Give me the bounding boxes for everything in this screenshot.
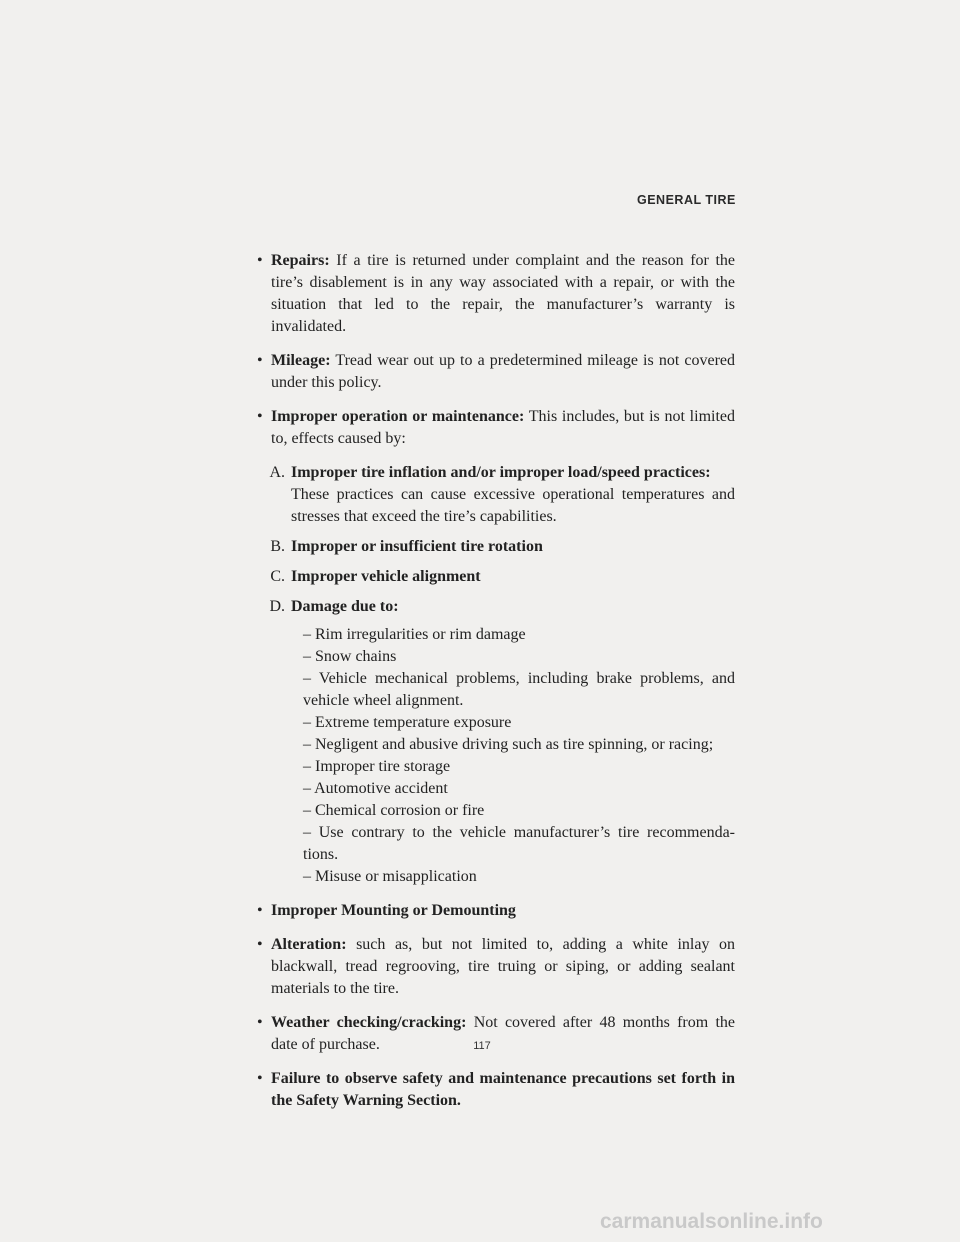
sub-item-letter: C. xyxy=(270,568,285,585)
bullet-label: Alteration: xyxy=(271,936,347,953)
bullet-label: Weather checking/cracking: xyxy=(271,1014,467,1031)
section-header: GENERAL TIRE xyxy=(637,193,736,207)
sub-item-label: Damage due to: xyxy=(291,598,399,615)
list-item: – Negligent and abusive driving such as tire spinning, or racing; xyxy=(303,736,714,753)
list-item: – Automotive accident xyxy=(303,780,448,797)
bullet-item xyxy=(257,350,735,394)
bullet-text: Not covered after 48 months from the date of purchase. xyxy=(271,1014,736,1053)
bullet-item xyxy=(257,934,735,1000)
list-item: – Improper tire storage xyxy=(303,758,451,775)
sub-item xyxy=(259,462,735,528)
page-number: 117 xyxy=(473,1040,491,1052)
sub-item xyxy=(259,566,735,588)
bullet-item xyxy=(257,1068,735,1112)
list-item: – Vehicle mechanical problems, including brake problems, and vehicle wheel alignment. xyxy=(303,670,735,709)
bullet-label: Improper operation or maintenance: xyxy=(271,408,525,425)
list-item: – Use contrary to the vehicle manufacturer’s tire recommenda- tions. xyxy=(303,824,735,863)
bullet-icon: • xyxy=(257,252,263,269)
bullet-icon: • xyxy=(257,408,263,425)
sub-item-label: Improper vehicle alignment xyxy=(291,568,481,585)
bullet-icon: • xyxy=(257,1014,263,1031)
sub-item-text: These practices can cause excessive operational temperatures and stresses that exceed the tire’s capabilities. xyxy=(291,486,735,525)
bullet-item xyxy=(257,900,735,922)
list-item: – Chemical corrosion or fire xyxy=(303,802,485,819)
sub-item-label: Improper tire inflation and/or improper load/speed practices: xyxy=(291,464,711,481)
sub-item-letter: A. xyxy=(269,464,285,481)
bullet-label: Failure to observe safety and maintenance precautions set forth in the Safety Warning Section. xyxy=(271,1070,735,1109)
sub-item-letter: B. xyxy=(270,538,285,555)
bullet-text: This includes, but is not limited to, effects caused by: xyxy=(271,408,736,447)
bullet-text: Tread wear out up to a predetermined mileage is not covered under this policy. xyxy=(271,352,736,391)
list-item: – Extreme temperature exposure xyxy=(303,714,512,731)
list-item: – Rim irregularities or rim damage xyxy=(303,626,526,643)
list-item: – Misuse or misapplication xyxy=(303,868,477,885)
sub-item xyxy=(259,596,735,618)
sub-item-label: Improper or insufficient tire rotation xyxy=(291,538,543,555)
sub-item xyxy=(259,536,735,558)
bullet-label: Improper Mounting or Demounting xyxy=(271,902,516,919)
bullet-icon: • xyxy=(257,352,263,369)
bullet-item xyxy=(257,250,735,338)
bullet-icon: • xyxy=(257,1070,263,1087)
damage-list xyxy=(257,624,735,888)
list-item: – Snow chains xyxy=(303,648,397,665)
bullet-label: Repairs: xyxy=(271,252,330,269)
page-content xyxy=(257,250,735,1124)
bullet-icon: • xyxy=(257,902,263,919)
bullet-label: Mileage: xyxy=(271,352,331,369)
watermark: carmanualsonline.info xyxy=(600,1210,823,1233)
sub-item-letter: D. xyxy=(269,598,285,615)
bullet-text: If a tire is returned under complaint and the reason for the tire’s disablement is in any way associated with a repair, or with the situation that led to the repair, the manufacturer’s warranty is invalidated. xyxy=(271,252,736,335)
bullet-icon: • xyxy=(257,936,263,953)
bullet-text: such as, but not limited to, adding a white inlay on blackwall, tread regrooving, tire truing or siping, or adding sealant materials to the tire. xyxy=(271,936,735,997)
bullet-item xyxy=(257,406,735,450)
